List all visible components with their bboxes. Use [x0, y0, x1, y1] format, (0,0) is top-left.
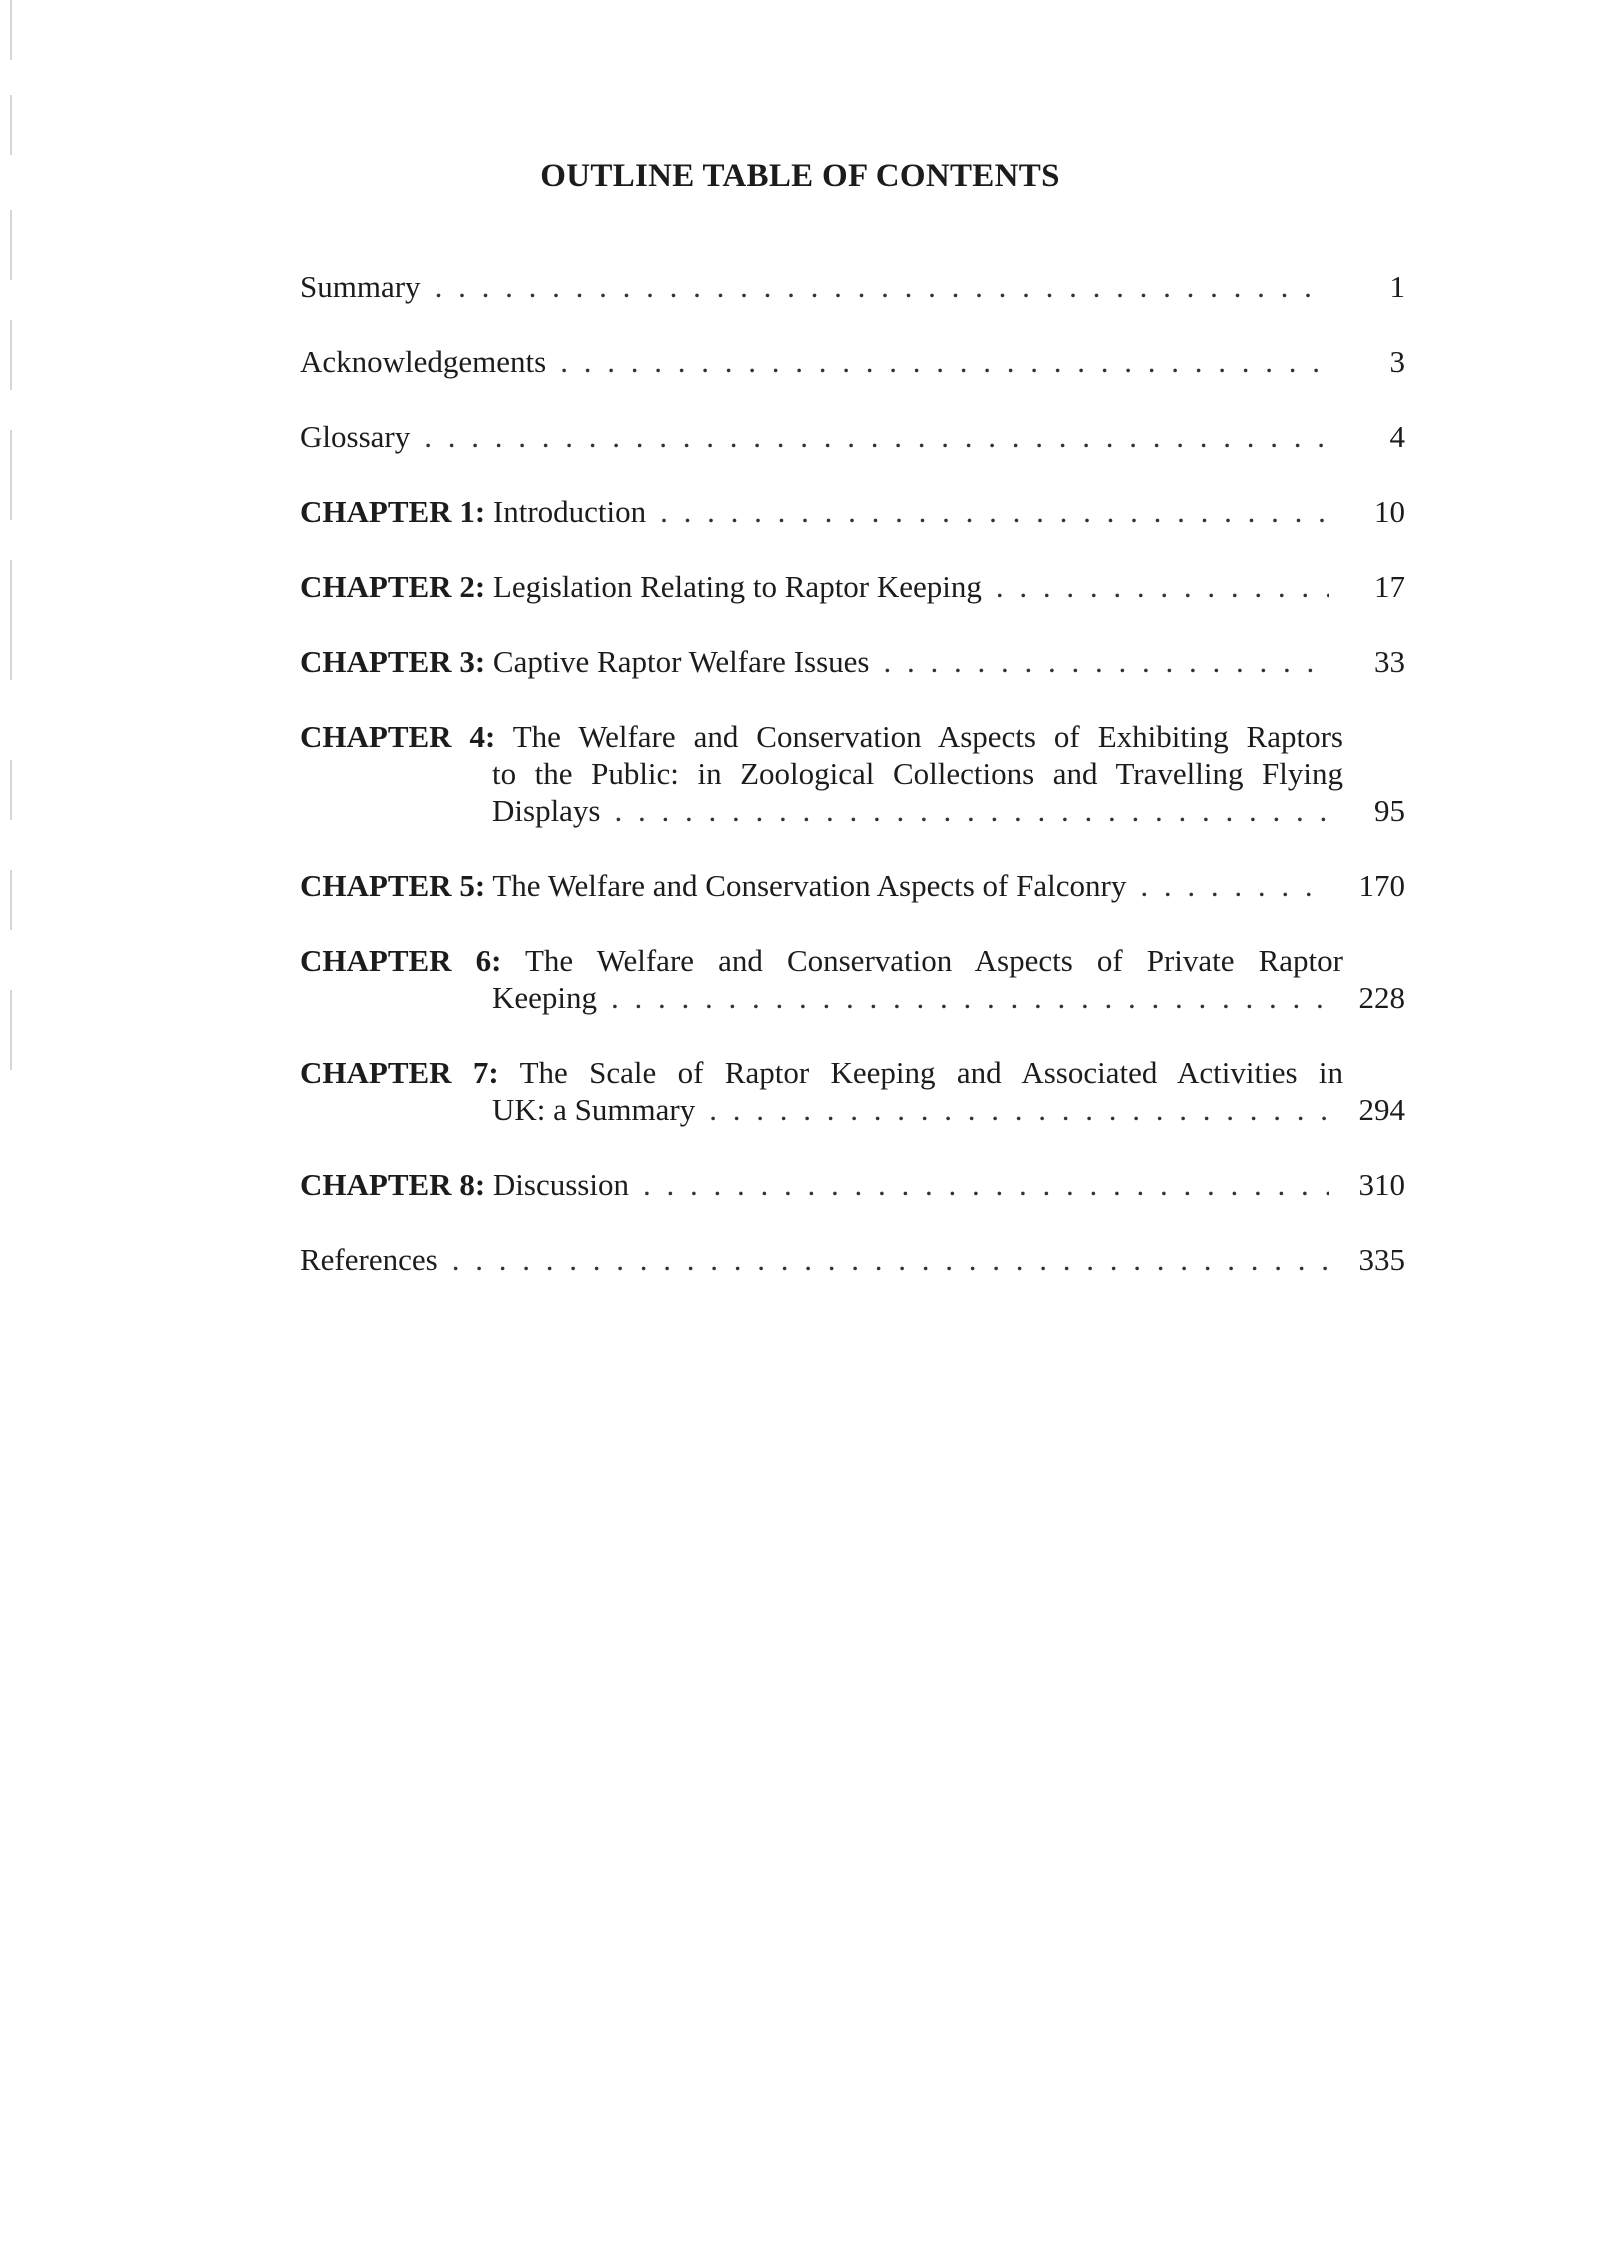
page-title: OUTLINE TABLE OF CONTENTS [540, 158, 1060, 194]
dot-leader [452, 1241, 1329, 1278]
chapter-title-line-2: UK: a Summary [492, 1092, 696, 1127]
toc-page-number: 10 [1374, 494, 1405, 529]
chapter-title-line-1: The Welfare and Conservation Aspects of Exhibiting Raptors [512, 719, 1343, 754]
dot-leader [996, 568, 1329, 605]
toc-entry-chapter-1[interactable] [300, 493, 1405, 530]
chapter-number: CHAPTER 1: [300, 494, 486, 529]
toc-entry-chapter-3[interactable] [300, 643, 1405, 680]
toc-entry-label: References [300, 1242, 438, 1277]
scan-edge-marks [0, 0, 30, 2263]
chapter-title-line-3: Displays [492, 793, 601, 828]
chapter-number: CHAPTER 2: [300, 569, 486, 604]
toc-entry-summary[interactable] [300, 268, 1405, 305]
chapter-number: CHAPTER 7: [300, 1055, 499, 1090]
dot-leader [709, 1091, 1329, 1128]
chapter-title: Introduction [492, 494, 647, 529]
toc-entry-label: Summary [300, 269, 421, 304]
toc-page-number: 335 [1358, 1242, 1405, 1277]
chapter-number: CHAPTER 6: [300, 943, 502, 978]
toc-entry-label: Glossary [300, 419, 411, 454]
toc-entry-glossary[interactable] [300, 418, 1405, 455]
toc-page-number: 310 [1358, 1167, 1405, 1202]
chapter-title: Legislation Relating to Raptor Keeping [492, 569, 982, 604]
toc-entry-chapter-5[interactable] [300, 867, 1405, 904]
table-of-contents [300, 268, 1405, 1278]
chapter-title: Captive Raptor Welfare Issues [492, 644, 870, 679]
dot-leader [660, 493, 1329, 530]
toc-entry-label: Acknowledgements [300, 344, 547, 379]
toc-page-number: 17 [1374, 569, 1405, 604]
chapter-title-line-2: to the Public: in Zoological Collections and Travelling Flying [492, 756, 1343, 791]
toc-page-number: 95 [1374, 793, 1405, 828]
dot-leader [560, 343, 1329, 380]
dot-leader [883, 643, 1329, 680]
chapter-title-line-1: The Welfare and Conservation Aspects of Private Raptor [525, 943, 1343, 978]
dot-leader [611, 979, 1329, 1016]
toc-entry-chapter-4[interactable] [300, 718, 1405, 829]
chapter-number: CHAPTER 5: [300, 868, 486, 903]
toc-entry-chapter-8[interactable] [300, 1166, 1405, 1203]
dot-leader [435, 268, 1329, 305]
toc-entry-chapter-2[interactable] [300, 568, 1405, 605]
chapter-number: CHAPTER 4: [300, 719, 496, 754]
chapter-title: The Welfare and Conservation Aspects of Falconry [492, 868, 1127, 903]
chapter-number: CHAPTER 8: [300, 1167, 486, 1202]
chapter-title-line-1: The Scale of Raptor Keeping and Associated Activities in [519, 1055, 1343, 1090]
toc-page-number: 3 [1389, 344, 1405, 379]
chapter-title: Discussion [492, 1167, 629, 1202]
chapter-title-line-2: Keeping [492, 980, 598, 1015]
dot-leader [615, 792, 1330, 829]
dot-leader [1140, 867, 1329, 904]
toc-entry-chapter-6[interactable] [300, 942, 1405, 1016]
dot-leader [643, 1166, 1329, 1203]
toc-entry-chapter-7[interactable] [300, 1054, 1405, 1128]
toc-page-number: 1 [1389, 269, 1405, 304]
toc-page-number: 33 [1374, 644, 1405, 679]
chapter-number: CHAPTER 3: [300, 644, 486, 679]
toc-page-number: 294 [1358, 1092, 1405, 1127]
toc-entry-references[interactable] [300, 1241, 1405, 1278]
toc-entry-acknowledgements[interactable] [300, 343, 1405, 380]
toc-page-number: 170 [1358, 868, 1405, 903]
dot-leader [424, 418, 1329, 455]
toc-page-number: 4 [1389, 419, 1405, 454]
toc-page-number: 228 [1358, 980, 1405, 1015]
